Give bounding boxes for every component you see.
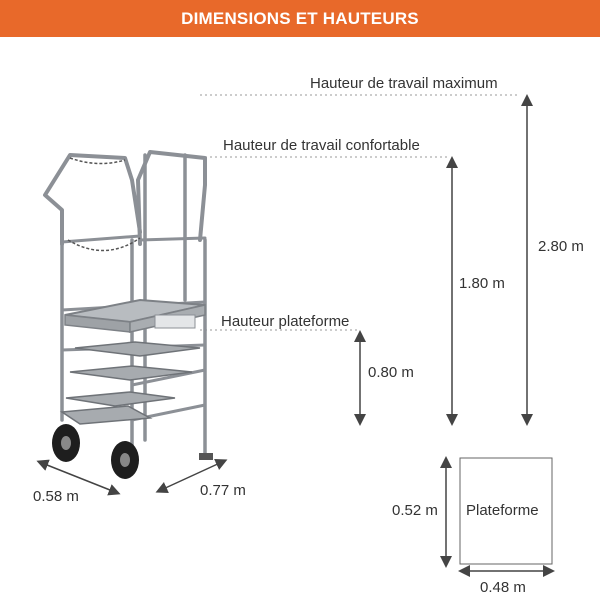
platform-height-label: Hauteur plateforme	[221, 313, 350, 330]
comfortable-height-label: Hauteur de travail confortable	[223, 137, 420, 154]
platform-width-value: 0.48 m	[480, 579, 526, 596]
platform-height-value: 0.80 m	[368, 364, 414, 381]
max-height-value: 2.80 m	[538, 238, 584, 255]
platform-box-label: Plateforme	[466, 502, 539, 519]
max-height-label: Hauteur de travail maximum	[310, 75, 498, 92]
platform-deck	[65, 300, 205, 332]
header-title: DIMENSIONS ET HAUTEURS	[181, 8, 419, 28]
rear-foot	[199, 453, 213, 460]
footprint-depth-value: 0.77 m	[200, 482, 246, 499]
comfortable-height-value: 1.80 m	[459, 275, 505, 292]
footprint-width-value: 0.58 m	[33, 488, 79, 505]
platform-depth-value: 0.52 m	[392, 502, 438, 519]
ladder-wheels	[52, 424, 139, 479]
